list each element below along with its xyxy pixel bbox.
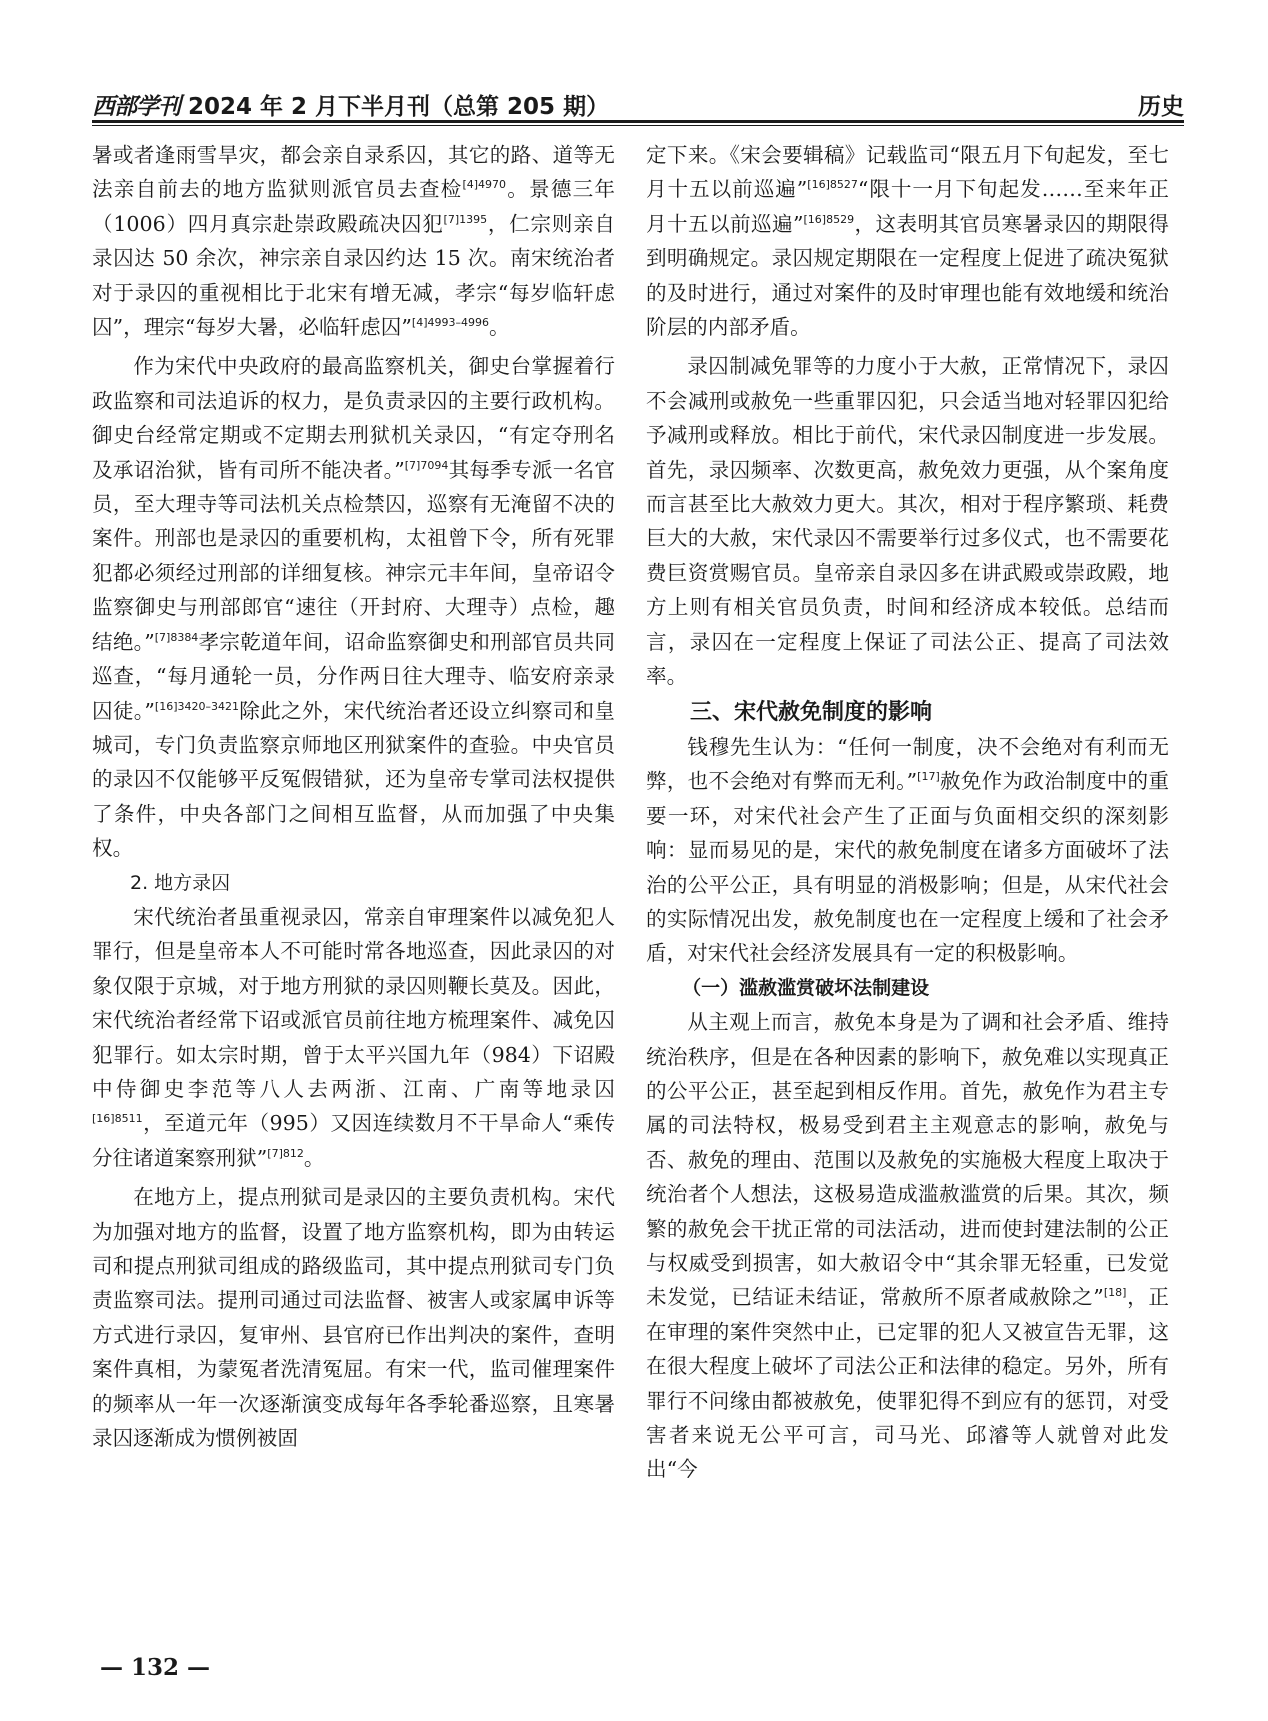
citation: [18] <box>1103 1286 1127 1300</box>
text-run: ，至道元年（995）又因连续数月不干旱命人“乘传分往诸道案察刑狱” <box>92 1111 615 1170</box>
paragraph <box>646 1005 1169 1487</box>
citation: [7]7094 <box>404 458 449 472</box>
paragraph <box>92 138 615 344</box>
text-run: ，正在审理的案件突然中止，已定罪的犯人又被宣告无罪，这在很大程度上破坏了司法公正和法律的稳定。另外，所有罪行不问缘由都被赦免，使罪犯得不到应有的惩罚，对受害者来说无公平可言，司马光、邱濬等人就曾对此发出“今 <box>646 1285 1170 1482</box>
citation: [7]812 <box>267 1146 304 1160</box>
header-rule <box>92 120 1184 123</box>
citation: [7]1395 <box>443 212 488 226</box>
citation: [16]3420–3421 <box>154 699 239 713</box>
running-header <box>92 86 1184 120</box>
left-column <box>92 138 615 1638</box>
paragraph <box>646 138 1169 344</box>
paragraph <box>92 349 615 865</box>
paragraph <box>92 1180 615 1455</box>
right-column <box>646 138 1169 1638</box>
header-rule-thin <box>92 125 1184 126</box>
journal-logo: 西部学刊 <box>92 93 180 120</box>
page-number: — 132 — <box>100 1654 211 1681</box>
citation: [16]8527 <box>807 178 858 192</box>
text-run: 在地方上，提点刑狱司是录囚的主要负责机构。宋代为加强对地方的监督，设置了地方监察机构，即为由转运司和提点刑狱司组成的路级监司，其中提点刑狱司专门负责监察司法。提刑司通过司法监督、被害人或家属申诉等方式进行录囚，复审州、县官府已作出判决的案件，查明案件真相，为蒙冤者洗清冤屈。有宋一代，监司催理案件的频率从一年一次逐渐演变成每年各季轮番巡察，且寒暑录囚逐渐成为惯例被固 <box>92 1185 615 1451</box>
text-run: 从主观上而言，赦免本身是为了调和社会矛盾、维持统治秩序，但是在各种因素的影响下，赦免难以实现真正的公平公正，甚至起到相反作用。首先，赦免作为君主专属的司法特权，极易受到君主主观意志的影响，赦免与否、赦免的理由、范围以及赦免的实施极大程度上取决于统治者个人想法，这极易造成滥赦滥赏的后果。其次，频繁的赦免会干扰正常的司法活动，进而使封建法制的公正与权威受到损害，如大赦诏令中“其余罪无轻重，已发觉未发觉，已结证未结证，常赦所不原者咸赦除之” <box>646 1010 1169 1310</box>
text-run: 暑或者逢雨雪旱灾，都会亲自录系囚，其它的路、道等无法亲自前去的地方监狱则派官员去查检 <box>92 143 615 202</box>
text-run: 钱穆先生认为：“任何一制度，决不会绝对有利而无弊，也不会绝对有弊而无利。” <box>646 734 1169 794</box>
text-run: 。景德三年（1006）四月真宗赴崇政殿疏决囚犯 <box>92 177 616 236</box>
text-run: 作为宋代中央政府的最高监察机关，御史台掌握着行政监察和司法追诉的权力，是负责录囚的主要行政机构。御史台经常定期或不定期去刑狱机关录囚，“有定夺刑名及承诏治狱，皆有司所不能决者。” <box>92 354 615 482</box>
citation: [7]8384 <box>154 630 199 644</box>
citation: [4]4970 <box>462 178 507 192</box>
paragraph <box>92 900 615 1175</box>
text-run: 其每季专派一名官员，至大理寺等司法机关点检禁囚，巡察有无淹留不决的案件。刑部也是录囚的重要机构，太祖曾下令，所有死罪犯都必须经过刑部的详细复核。神宗元丰年间，皇帝诏令监察御史与刑部郎官“速往（开封府、大理寺）点检，趣结绝。” <box>92 457 616 654</box>
text-run: “限十一月下旬起发……至来年正月十五以前巡遍” <box>646 177 1169 236</box>
issue-info: 2024 年 2 月下半月刊（总第 205 期） <box>188 94 610 120</box>
text-run: 。 <box>303 1145 325 1170</box>
subsection-label: 2. 地方录囚 <box>130 871 231 894</box>
text-run: 录囚制减免罪等的力度小于大赦，正常情况下，录囚不会减刑或赦免一些重罪囚犯，只会适当地对轻罪囚犯给予减刑或释放。相比于前代，宋代录囚制度进一步发展。首先，录囚频率、次数更高，赦免效力更强，从个案角度而言甚至比大赦效力更大。其次，相对于程序繁琐、耗费巨大的大赦，宋代录囚不需要举行过多仪式，也不需要花费巨资赏赐官员。皇帝亲自录囚多在讲武殿或崇政殿，地方上则有相关官员负责，时间和经济成本较低。总结而言，录囚在一定程度上保证了司法公正、提高了司法效率。 <box>646 354 1169 689</box>
subsection-heading: （一）滥赦滥赏破坏法制建设 <box>682 976 930 999</box>
paragraph <box>646 349 1169 693</box>
section-heading: 三、宋代赦免制度的影响 <box>690 699 933 725</box>
text-run: ，这表明其官员寒暑录囚的期限得到明确规定。录囚规定期限在一定程度上促进了疏决冤狱的及时进行，通过对案件的及时审理也能有效地缓和统治阶层的内部矛盾。 <box>646 211 1170 340</box>
text-run: 。 <box>488 315 510 340</box>
paragraph <box>646 730 1169 971</box>
text-run: 赦免作为政治制度中的重要一环，对宋代社会产生了正面与负面相交织的深刻影响：显而易见的是，宋代的赦免制度在诸多方面破坏了法治的公平公正，具有明显的消极影响；但是，从宋代社会的实际情况出发，赦免制度也在一定程度上缓和了社会矛盾，对宋代社会经济发展具有一定的积极影响。 <box>646 769 1169 966</box>
citation: [16]8511 <box>92 1112 143 1126</box>
citation: [17] <box>917 770 940 784</box>
text-run: ，仁宗则亲自录囚达 50 余次，神宗亲自录囚约达 15 次。南宋统治者对于录囚的重视相比于北宋有增无减，孝宗“每岁临轩虑囚”，理宗“每岁大暑，必临轩虑囚” <box>92 211 615 340</box>
section-label: 历史 <box>1138 94 1184 120</box>
text-run: 孝宗乾道年间，诏命监察御史和刑部官员共同巡查，“每月通轮一员，分作两日往大理寺、临安府亲录囚徒。” <box>92 629 615 723</box>
text-run: 定下来。《宋会要辑稿》记载监司“限五月下旬起发，至七月十五以前巡遍” <box>646 143 1169 202</box>
text-run: 除此之外，宋代统治者还设立纠察司和皇城司，专门负责监察京师地区刑狱案件的查验。中央官员的录囚不仅能够平反冤假错狱，还为皇帝专掌司法权提供了条件，中央各部门之间相互监督，从而加强了中央集权。 <box>92 698 616 861</box>
citation: [16]8529 <box>803 212 855 226</box>
text-run: 宋代统治者虽重视录囚，常亲自审理案件以减免犯人罪行，但是皇帝本人不可能时常各地巡查，因此录囚的对象仅限于京城，对于地方刑狱的录囚则鞭长莫及。因此，宋代统治者经常下诏或派官员前往地方梳理案件、减免囚犯罪行。如太宗时期，曾于太平兴国九年（984）下诏殿中侍御史李范等八人去两浙、江南、广南等地录囚 <box>92 904 615 1101</box>
citation: [4]4993–4996 <box>411 316 489 330</box>
